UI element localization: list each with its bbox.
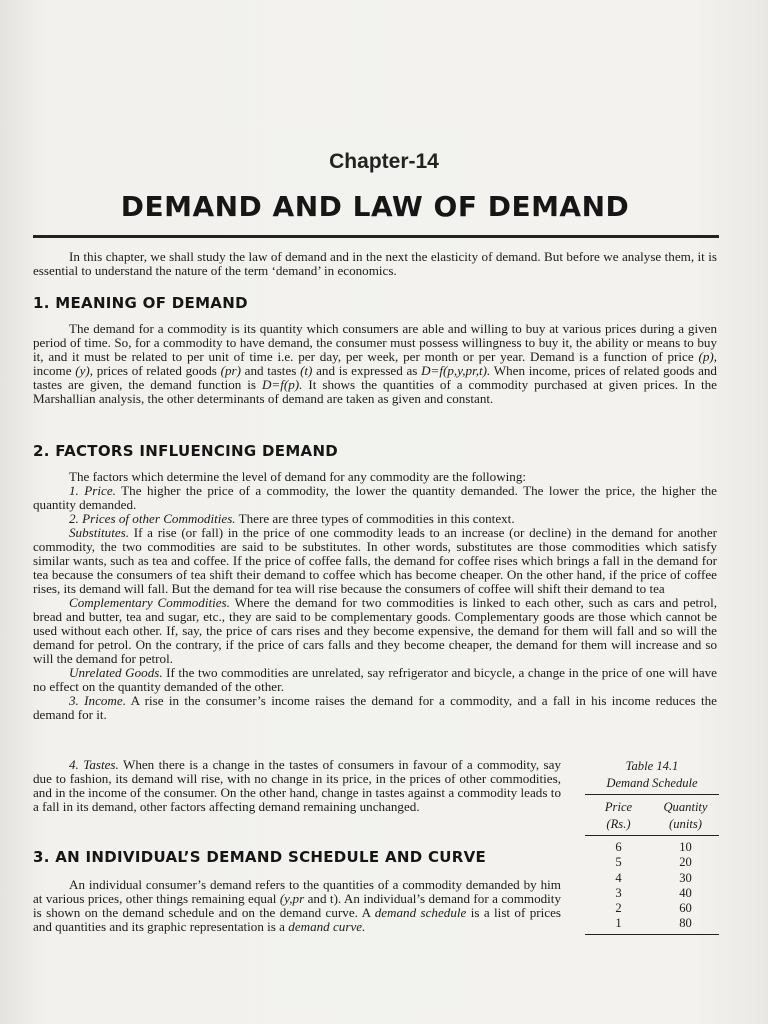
- table-caption-title: Demand Schedule: [606, 776, 698, 790]
- meaning-text-a: The demand for a commodity is its quantity which consumers are able and willing to buy at various prices during a given period of time. So, for a commodity to have demand, the consumer must possess willingness to buy it, the ability or means to buy it, and it must be related to per unit of time i.e. per day, per week, per month or per year. Demand is a function of price: [33, 321, 717, 364]
- schedule-text-c: is a list of prices and quantities and its graphic representation is a: [33, 905, 561, 934]
- factor-income-text: A rise in the consumer’s income raises the demand for a commodity, and a fall in his income reduces the demand for it.: [33, 693, 717, 722]
- schedule-symbols: (y,pr: [279, 891, 305, 906]
- substitutes-label: Substitutes.: [69, 525, 130, 540]
- substitutes-text: If a rise (or fall) in the price of one commodity leads to an increase (or decline) in the demand for another commodity, the two commodities are said to be substitutes. In other words, substitutes are those commodities which satisfy similar wants, such as tea and coffee. If the price of coffee falls, the demand for coffee rises which brings a fall in the demand for tea because the consumers of tea shift their demand to coffee which has become cheaper. On the other hand, if the price of coffee rises, its demand will fall. But the demand for tea will rise because the consumers of coffee will shift their demand to tea: [33, 525, 717, 596]
- price-cell: 4: [615, 870, 622, 885]
- section-3-heading: 3. AN INDIVIDUAL’S DEMAND SCHEDULE AND CURVE: [33, 848, 487, 866]
- table-header-row: [585, 799, 719, 833]
- factor-other-prices: [33, 512, 717, 526]
- factor-tastes-text: When there is a change in the tastes of consumers in favour of a commodity, say due to fashion, its demand will rise, with no change in its price, in the prices of other commodities, and in the income of the consumer. On the other hand, change in tastes against a commodity leads to a fall in its demand, other factors affecting demand remaining unchanged.: [33, 757, 561, 814]
- price-cell: 5: [615, 855, 622, 870]
- symbol-tastes: (t): [300, 363, 313, 378]
- intro-text: In this chapter, we shall study the law of demand and in the next the elasticity of demand. But before we analyse them, it is essential to understand the nature of the term ‘demand’ in economics.: [33, 249, 717, 278]
- price-cell: 6: [615, 840, 622, 854]
- factor-tastes-label: 4. Tastes.: [69, 757, 119, 772]
- factor-tastes: [33, 758, 561, 814]
- factor-income: [33, 694, 717, 722]
- quantity-column-header: [652, 799, 719, 833]
- term-demand-curve: demand curve.: [288, 919, 366, 934]
- symbol-income: (y),: [75, 363, 94, 378]
- table-row: [585, 916, 719, 931]
- factor-income-label: 3. Income.: [69, 693, 126, 708]
- table-top-rule: [585, 794, 719, 795]
- quantity-cell: 40: [679, 885, 692, 900]
- intro-paragraph: [33, 250, 717, 278]
- symbol-price: (p),: [698, 349, 717, 364]
- table-row: [585, 855, 719, 870]
- quantity-cell: 80: [679, 916, 692, 931]
- title-rule: [33, 235, 719, 238]
- price-cell: 3: [615, 885, 622, 900]
- section-2-heading: 2. FACTORS INFLUENCING DEMAND: [33, 442, 339, 460]
- unrelated-text: If the two commodities are unrelated, say refrigerator and bicycle, a change in the price of one will have no effect on the quantity demanded of the other.: [33, 665, 717, 694]
- table-bottom-rule: [585, 934, 719, 935]
- factor-price: [33, 484, 717, 512]
- factor-price-text: The higher the price of a commodity, the lower the quantity demanded. The lower the price, the higher the quantity demanded.: [33, 483, 717, 512]
- symbol-related-prices: (pr): [220, 363, 241, 378]
- quantity-header-label: Quantity: [663, 800, 708, 814]
- term-demand-schedule: demand schedule: [374, 905, 467, 920]
- complementary-label: Complementary Commodities.: [69, 595, 230, 610]
- meaning-text-e: and is expressed as: [312, 363, 422, 378]
- chapter-title: DEMAND AND LAW OF DEMAND: [120, 190, 630, 223]
- quantity-cell: 20: [679, 855, 692, 870]
- demand-function-full: D=f(p,y,pr,t).: [421, 363, 491, 378]
- unrelated-label: Unrelated Goods.: [69, 665, 163, 680]
- meaning-text-c: prices of related goods: [93, 363, 221, 378]
- table-body: [585, 840, 719, 932]
- factors-intro: The factors which determine the level of demand for any commodity are the following:: [69, 469, 527, 484]
- quantity-header-unit: (units): [669, 817, 702, 831]
- price-header-unit: (Rs.): [606, 817, 631, 831]
- meaning-text-f: When income, prices of related goods and tastes are given, the demand function is: [33, 363, 717, 392]
- price-cell: 2: [615, 901, 622, 916]
- factor-other-prices-label: 2. Prices of other Commodities.: [69, 511, 236, 526]
- quantity-cell: 60: [679, 901, 692, 916]
- section-1-heading: 1. MEANING OF DEMAND: [33, 294, 248, 312]
- meaning-text-d: and tastes: [240, 363, 301, 378]
- meaning-text-b: income: [33, 363, 76, 378]
- factor-price-label: 1. Price.: [69, 483, 116, 498]
- meaning-paragraph: [33, 322, 717, 406]
- table-row: [585, 901, 719, 916]
- price-cell: 1: [615, 916, 622, 931]
- table-row: [585, 886, 719, 901]
- substitutes-paragraph: [33, 526, 717, 596]
- table-header-rule: [585, 835, 719, 836]
- quantity-cell: 10: [679, 840, 692, 854]
- schedule-text-a: An individual consumer’s demand refers to the quantities of a commodity demanded by him at various prices, other things remaining equal: [33, 877, 561, 906]
- table-caption-number: Table 14.1: [625, 759, 679, 773]
- tastes-block: [33, 758, 561, 814]
- demand-function-price: D=f(p).: [261, 377, 303, 392]
- chapter-label: Chapter-14: [329, 150, 439, 173]
- factor-other-prices-text: There are three types of commodities in this context.: [235, 511, 515, 526]
- unrelated-paragraph: [33, 666, 717, 694]
- table-row: [585, 840, 719, 855]
- complementary-paragraph: [33, 596, 717, 666]
- complementary-text: Where the demand for two commodities is linked to each other, such as cars and petrol, bread and butter, tea and sugar, etc., they are said to be complementary goods. Complementary goods are those which cannot be used without each other. If, say, the price of cars rises and they become expensive, the demand for them will fall and so will the demand for petrol. On the contrary, if the price of cars falls and they become cheaper, the demand for them will increase and so will the demand for petrol.: [33, 595, 717, 666]
- demand-schedule-table: [585, 758, 719, 937]
- schedule-paragraph: [33, 878, 561, 934]
- meaning-text-g: It shows the quantities of a commodity purchased at given prices. In the Marshallian analysis, the other determinants of demand are taken as given and constant.: [33, 377, 717, 406]
- section-1-body: [33, 322, 717, 406]
- quantity-cell: 30: [679, 870, 692, 885]
- price-header-label: Price: [604, 800, 633, 814]
- section-2-body: [33, 470, 717, 722]
- table-row: [585, 871, 719, 886]
- schedule-text-b: and t). An individual’s demand for a commodity is shown on the demand schedule and on the demand curve. A: [33, 891, 561, 920]
- section-3-body: [33, 878, 561, 934]
- price-column-header: [585, 799, 652, 833]
